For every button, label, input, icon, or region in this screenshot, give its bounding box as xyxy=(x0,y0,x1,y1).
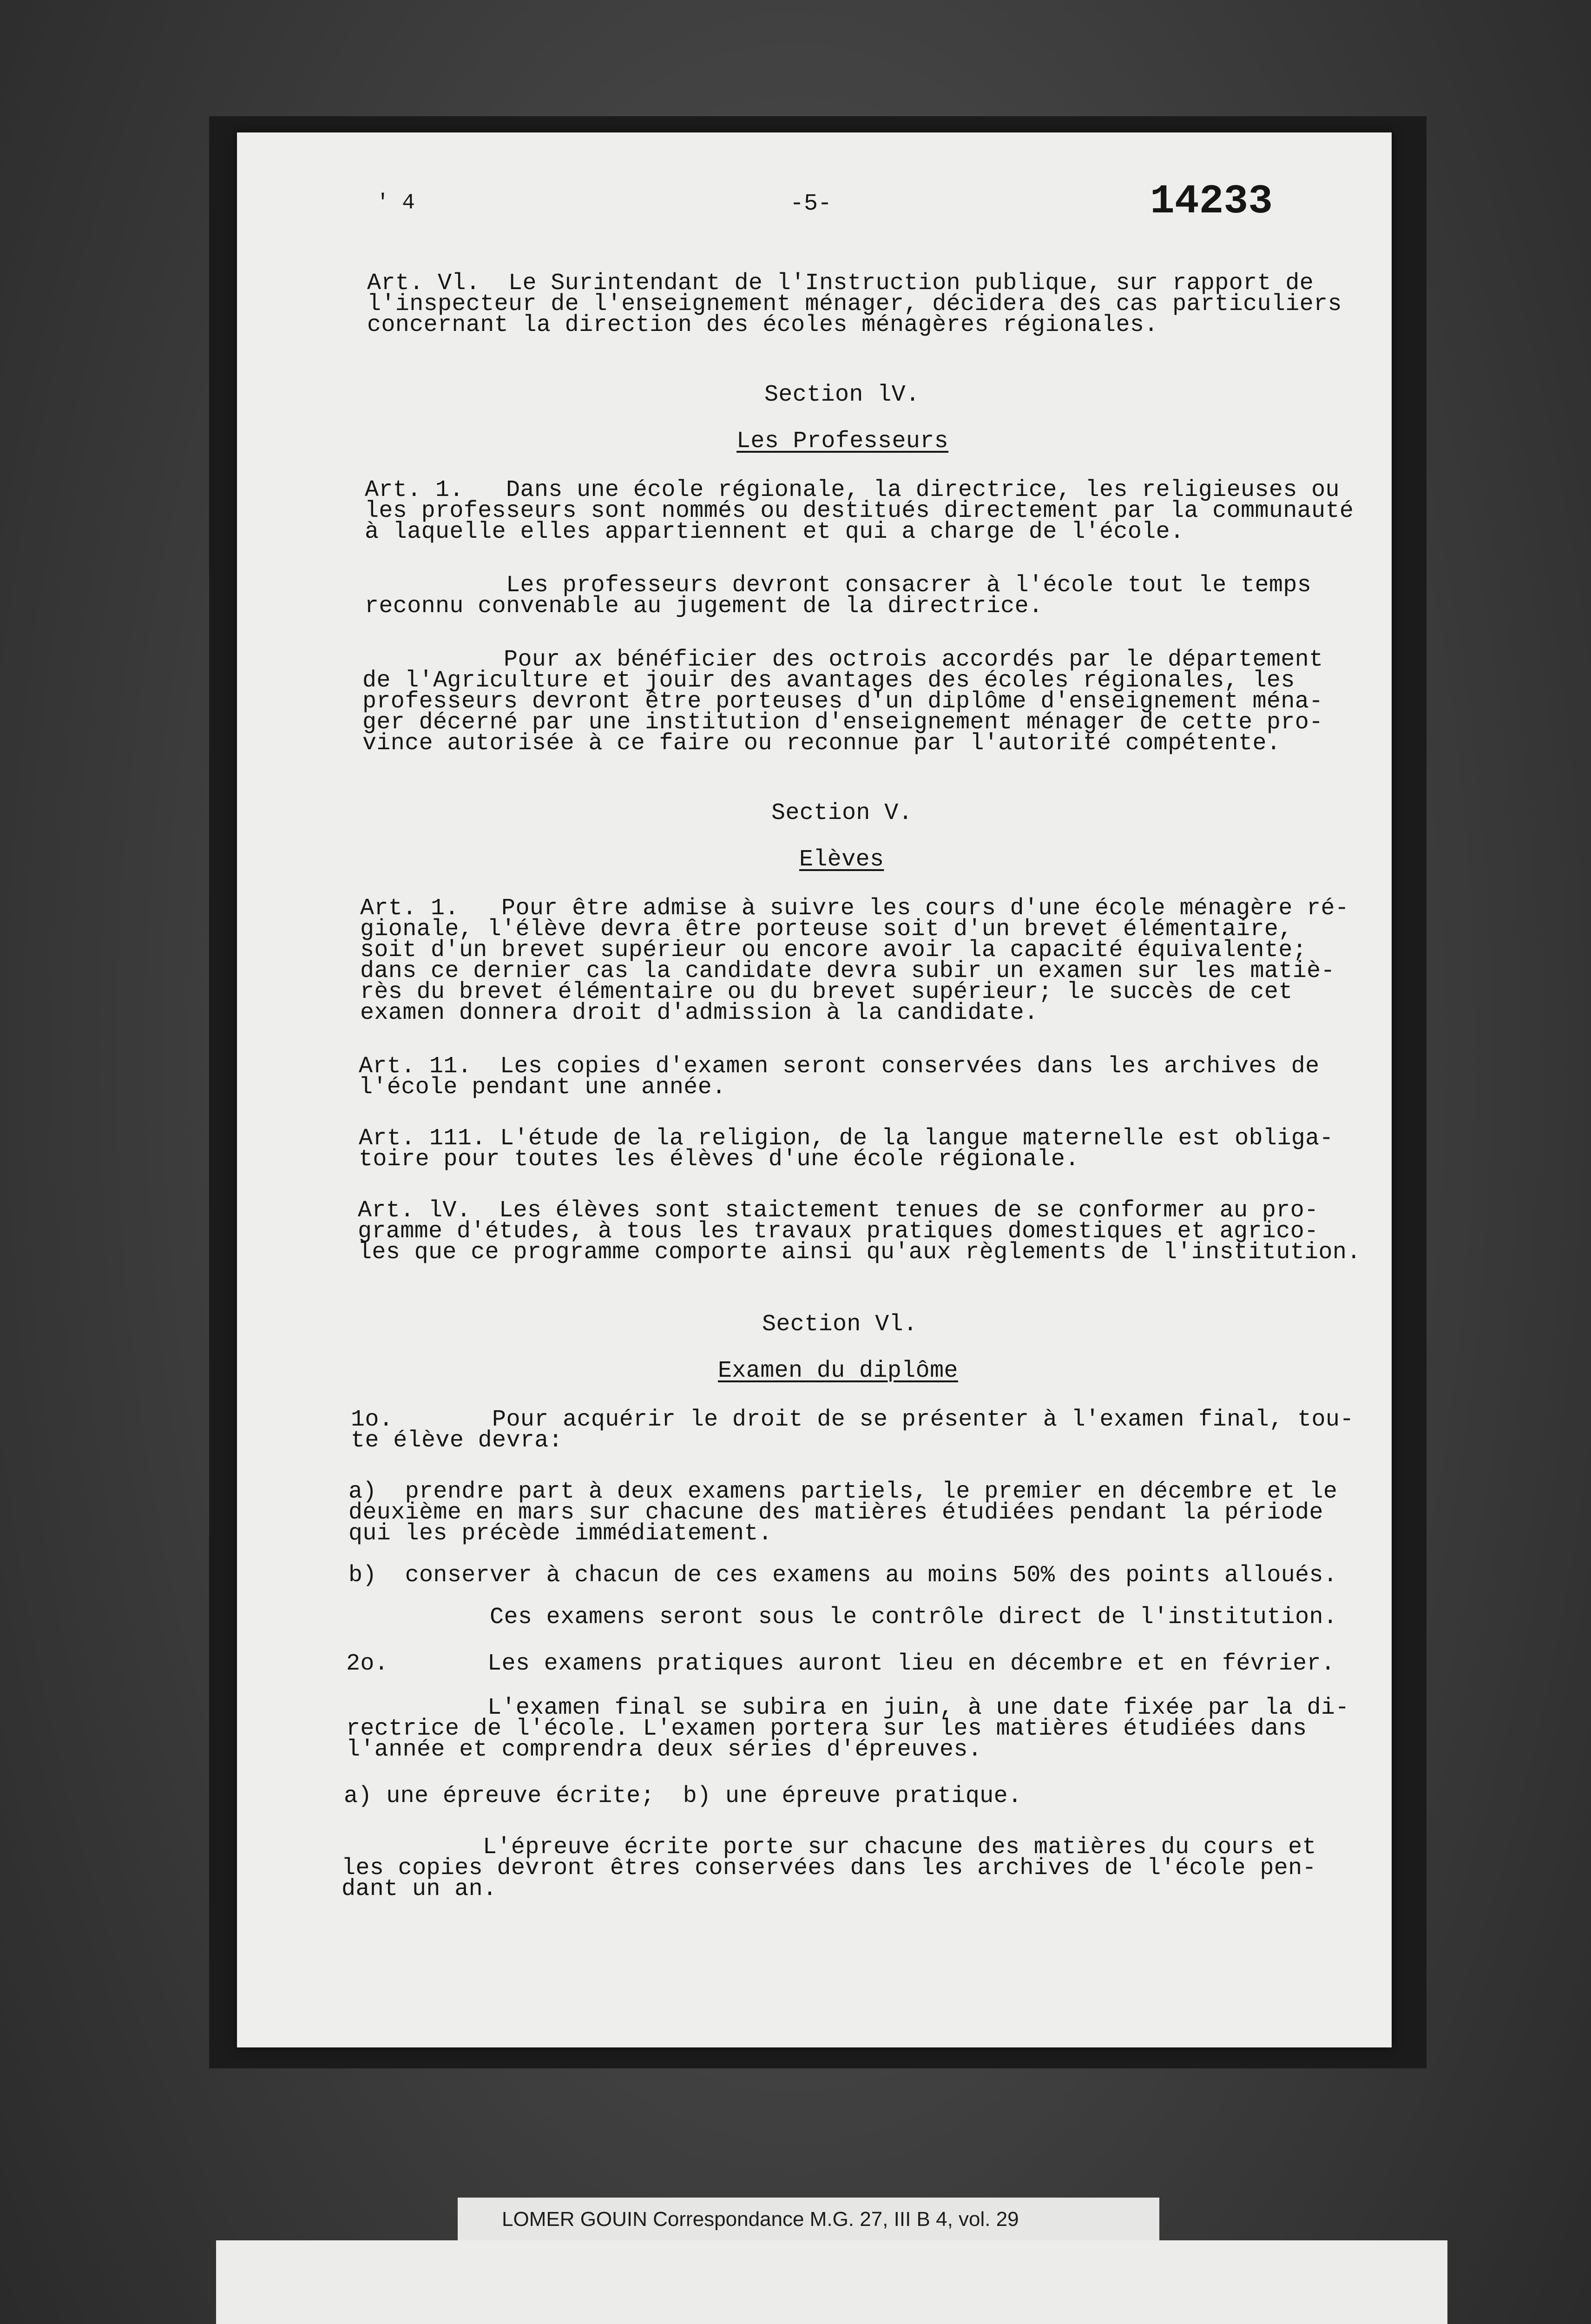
text-line: de l'Agriculture et jouir des avantages des écoles régionales, les xyxy=(362,667,1295,694)
document-number: 14233 xyxy=(1150,179,1273,225)
section-title: Elèves xyxy=(799,846,884,873)
text-line: deuxième en mars sur chacune des matières étudiées pendant la période xyxy=(348,1499,1323,1526)
text-line: Art. Vl. Le Surintendant de l'Instruction publique, sur rapport de xyxy=(367,270,1314,297)
text-line: concernant la direction des écoles ménagères régionales. xyxy=(367,312,1158,338)
text-line: Art. 1. Dans une école régionale, la directrice, les religieuses ou xyxy=(365,477,1340,503)
text-line: gionale, l'élève devra être porteuse soit d'un brevet élémentaire, xyxy=(360,916,1293,943)
header-marks: ' 4 xyxy=(376,191,415,215)
text-line: Art. 1. Pour être admise à suivre les cours d'une école ménagère ré- xyxy=(360,895,1349,922)
section-heading: Section lV. xyxy=(764,382,920,408)
section-heading: Section Vl. xyxy=(762,1311,918,1338)
page-number: -5- xyxy=(790,191,832,217)
text-line: l'année et comprendra deux séries d'épreuves. xyxy=(346,1736,982,1763)
text-line: les copies devront êtres conservées dans les archives de l'école pen- xyxy=(342,1855,1316,1882)
text-line: examen donnera droit d'admission à la candidate. xyxy=(360,1000,1039,1026)
text-line: a) une épreuve écrite; b) une épreuve pratique. xyxy=(344,1783,1022,1809)
text-line: Pour ax bénéficier des octrois accordés par le département xyxy=(362,647,1323,673)
text-line: à laquelle elles appartiennent et qui a charge de l'école. xyxy=(365,519,1184,545)
text-line: Art. lV. Les élèves sont staictement tenues de se conformer au pro- xyxy=(358,1197,1319,1224)
text-line: Les professeurs devront consacrer à l'école tout le temps xyxy=(365,572,1312,599)
text-line: les professeurs sont nommés ou destitués directement par la communauté xyxy=(365,498,1354,524)
text-line: te élève devra: xyxy=(351,1427,563,1454)
text-line: l'école pendant une année. xyxy=(359,1074,726,1101)
text-line: rectrice de l'école. L'examen portera sur les matières étudiées dans xyxy=(346,1716,1307,1742)
archive-reference-text: LOMER GOUIN Correspondance M.G. 27, III B 4, vol. 29 xyxy=(502,2208,1019,2231)
document-page xyxy=(237,132,1392,2047)
text-line: soit d'un brevet supérieur ou encore avoir la capacité équivalente; xyxy=(360,937,1307,964)
text-line: b) conserver à chacun de ces examens au moins 50% des points alloués. xyxy=(348,1562,1338,1589)
section-title: Les Professeurs xyxy=(736,428,949,455)
text-line: Ces examens seront sous le contrôle direct de l'institution. xyxy=(348,1604,1338,1631)
text-line: qui les précède immédiatement. xyxy=(348,1520,773,1547)
text-line: L'examen final se subira en juin, à une date fixée par la di- xyxy=(346,1695,1349,1721)
text-line: 1o. Pour acquérir le droit de se présenter à l'examen final, tou- xyxy=(351,1406,1354,1433)
text-line: vince autorisée à ce faire ou reconnue par l'autorité compétente. xyxy=(362,730,1281,757)
text-line: Art. 111. L'étude de la religion, de la langue maternelle est obliga- xyxy=(359,1125,1334,1152)
text-line: dant un an. xyxy=(342,1876,497,1902)
text-line: toire pour toutes les élèves d'une école régionale. xyxy=(359,1146,1079,1173)
section-title: Examen du diplôme xyxy=(718,1358,958,1384)
text-line: l'inspecteur de l'enseignement ménager, décidera des cas particuliers xyxy=(367,291,1342,317)
text-line: gramme d'études, à tous les travaux pratiques domestiques et agrico- xyxy=(358,1218,1319,1245)
text-line: a) prendre part à deux examens partiels, le premier en décembre et le xyxy=(348,1479,1338,1505)
text-line: L'épreuve écrite porte sur chacune des matières du cours et xyxy=(342,1834,1316,1861)
archives-stamp xyxy=(216,2240,1447,2324)
text-line: reconnu convenable au jugement de la directrice. xyxy=(365,593,1043,620)
text-line: dans ce dernier cas la candidate devra subir un examen sur les matiè- xyxy=(360,958,1335,984)
section-heading: Section V. xyxy=(771,800,913,826)
text-line: ger décerné par une institution d'enseignement ménager de cette pro- xyxy=(362,709,1323,736)
text-line: Art. 11. Les copies d'examen seront conservées dans les archives de xyxy=(359,1053,1320,1080)
text-line: les que ce programme comporte ainsi qu'aux règlements de l'institution. xyxy=(358,1239,1361,1266)
text-line: professeurs devront être porteuses d'un diplôme d'enseignement ména- xyxy=(362,688,1323,715)
text-line: 2o. Les examens pratiques auront lieu en décembre et en février. xyxy=(346,1651,1335,1677)
text-line: rès du brevet élémentaire ou du brevet supérieur; le succès de cet xyxy=(360,979,1293,1005)
archive-reference-label xyxy=(458,2198,1159,2240)
